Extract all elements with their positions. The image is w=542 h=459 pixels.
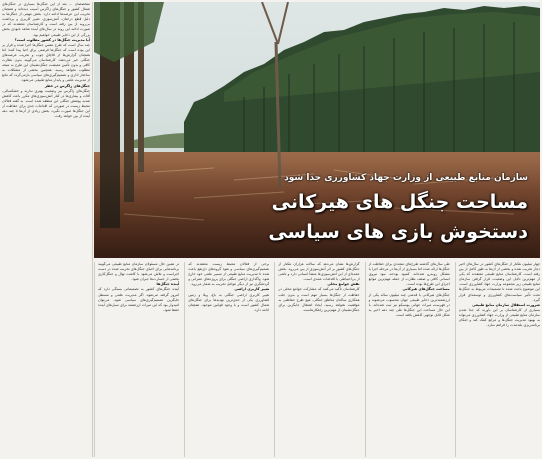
left-para-3: جنگل‌های زاگرس نیز وضعیت بهتری ندارند و خشکسالی، آفات و بیماری‌ها در کنار آتش‌سوزی‌های مکرر باعث کاهش شدید پوشش جنگلی این منطقه شده است. به گفته فعالان محیط زیست در صورتی که اقدامات جدی برای حفاظت از این جنگل‌ها صورت نگیرد، بخش زیادی از آن‌ها تا چند دهه آینده از بین خواهد رفت. bbox=[2, 88, 90, 119]
left-para-1: متخصصان ... بعد از این جنگل‌ها بسیاری در جنگل‌های شمال کشور و جنگل‌های زاگرس آسیب دیده‌اند و همچنان تخریب این عرصه‌ها ادامه دارد. بخش مهمی از جنگل‌ها به دلیل قطع درختان، آتش‌سوزی، تغییر کاربری و برداشت بی‌رویه از بین رفته است و کارشناسان معتقدند که در صورت ادامه این روند در سال‌های آینده شاهد نابودی بخش بزرگی از این ذخایر طبیعی خواهیم بود. bbox=[2, 2, 90, 37]
text-column-4 bbox=[184, 262, 269, 457]
col-1-para-2: بسیاری از کارشناسان بر این باورند که جدا شدن سازمان منابع طبیعی از وزارت جهاد کشاورزی می‌تواند به بهبود مدیریت جنگل‌ها و مراتع کمک کند و امکان برنامه‌ریزی بلندمدت را فراهم سازد. bbox=[458, 307, 540, 328]
col-4-para-2: تغییر کاربری اراضی جنگلی به باغ، ویلا و زمین کشاورزی یکی از جدی‌ترین تهدیدها برای جنگل‌های شمال کشور است و با وجود قوانین موجود، همچنان ادامه دارد. bbox=[188, 292, 270, 312]
col-3-para-2: کارشناسان تأکید می‌کنند که مشارکت جوامع محلی در حفاظت از جنگل‌ها بسیار مهم است و بدون جلب همکاری ساکنان مناطق جنگلی، هیچ طرح حفاظتی به موفقیت نخواهد رسید. ایجاد اشتغال جایگزین برای جنگل‌نشینان از مهم‌ترین راهکارهاست. bbox=[278, 287, 360, 312]
col-2-para-2: جنگل‌های هیرکانی با قدمتی چند میلیون ساله یکی از ارزشمندترین ذخایر طبیعی جهان محسوب می‌شوند و در فهرست میراث جهانی یونسکو نیز ثبت شده‌اند. با این حال مساحت این جنگل‌ها طی چند دهه اخیر به شکل قابل توجهی کاهش یافته است. bbox=[368, 292, 450, 317]
col-5-subheading: آینده جنگل‌ها bbox=[156, 282, 180, 287]
photo-illustration bbox=[94, 2, 540, 258]
col-5-para-2: آینده جنگل‌های کشور به تصمیماتی بستگی دارد که امروز گرفته می‌شود. اگر مدیریت علمی و مستقل جایگزین تصمیم‌گیری‌های سیاسی شود، می‌توان امیدوار بود که این میراث ارزشمند برای نسل‌های آینده حفظ شود. bbox=[97, 287, 180, 312]
col-2-para-1: طی سال‌های گذشته طرح‌های متعددی برای حفاظت از جنگل‌ها ارائه شده اما بسیاری از آن‌ها در مرحله اجرا با مشکل روبه‌رو شده‌اند. کمبود بودجه، نبود نیروی انسانی کافی و ضعف نظارت از جمله مهم‌ترین موانع اجرای این طرح‌ها بوده است. bbox=[368, 262, 450, 287]
col-4-para-1: برخی از فعالان محیط زیست معتقدند که تصمیم‌گیری‌های سیاسی و نفوذ گروه‌های ذی‌نفع باعث شده تا مدیریت منابع طبیعی از مسیر علمی خود خارج شود. واگذاری اراضی جنگلی برای پروژه‌های عمرانی و گردشگری نیز از دیگر عوامل تخریب به شمار می‌رود. bbox=[188, 262, 270, 287]
col-3-subheading: نقش جوامع محلی bbox=[327, 282, 360, 287]
col-2-subheading: مساحت جنگل‌های هیرکانی bbox=[402, 287, 450, 292]
col-5-para-1: در همین حال مسئولان سازمان منابع طبیعی می‌گویند برنامه‌هایی برای احیای جنگل‌های تخریب شده در دست اجراست و تلاش می‌شود با کاشت نهال و جنگل‌کاری بخشی از خسارت‌ها جبران شود. bbox=[97, 262, 180, 282]
left-text-column bbox=[2, 2, 90, 254]
article-kicker: سازمان منابع طبیعی از وزارت جهاد کشاورزی جدا شود bbox=[284, 173, 528, 183]
col-3-para-1: گزارش‌ها نشان می‌دهد که سالانه هزاران هکتار از جنگل‌های کشور بر اثر آتش‌سوزی از بین می‌رود. بخش عمده‌ای از این آتش‌سوزی‌ها منشأ انسانی دارد و ناشی از بی‌احتیاطی یا اقدامات عمدی است. bbox=[278, 262, 360, 282]
text-column-3 bbox=[274, 262, 359, 457]
text-column-2 bbox=[365, 262, 450, 457]
left-subheading-2: جنگل‌های زاگرس در خطر bbox=[44, 83, 90, 88]
forest-clearing-photo bbox=[94, 2, 540, 258]
headline-line-2: دستخوش بازی های سیاسی bbox=[268, 221, 528, 243]
col-4-subheading: تغییر کاربری اراضی bbox=[234, 287, 270, 292]
left-para-2: چند سال است که طرح تنفس جنگل‌ها اجرا شده و قرار بر این بوده است که جنگل‌ها فرصتی برای احیا پیدا کنند؛ اما همچنان گزارش‌ها از قاچاق چوب و تخریب عرصه‌های جنگلی خبر می‌دهند. کارشناسان می‌گویند بدون نظارت کافی و بدون تأمین معیشت جنگل‌نشینان این طرح به نتیجه مطلوب نخواهد رسید. همچنین بخشی از مشکلات به ساختار اداری و تصمیم‌گیری‌های سیاسی بازمی‌گردد که مانع از مدیریت علمی و پایدار منابع طبیعی می‌شود. bbox=[2, 42, 90, 83]
headline-line-1: مساحت جنگل های هیرکانی bbox=[271, 191, 528, 213]
article-body bbox=[94, 262, 540, 457]
text-column-5 bbox=[94, 262, 179, 457]
col-1-para-1: چهار میلیون هکتار از جنگل‌های کشور در سال‌های اخیر دچار تخریب شده و بخشی از آن‌ها به طور کامل از بین رفته است. کارشناسان منابع طبیعی معتقدند که یکی از مهم‌ترین دلایل این وضعیت، قرار گرفتن سازمان منابع طبیعی زیر مجموعه وزارت جهاد کشاورزی است. این موضوع باعث شده تا تصمیمات مربوط به جنگل‌ها تحت تأثیر سیاست‌های کشاورزی و توسعه‌ای قرار گیرد. bbox=[458, 262, 540, 302]
column-divider bbox=[92, 2, 93, 457]
text-column-1 bbox=[455, 262, 540, 457]
col-1-subheading: ضرورت استقلال سازمان منابع طبیعی bbox=[472, 302, 540, 307]
left-subheading-1: آیا مدیریت جنگل‌ها در کشور مطلوب است؟ bbox=[14, 37, 90, 42]
